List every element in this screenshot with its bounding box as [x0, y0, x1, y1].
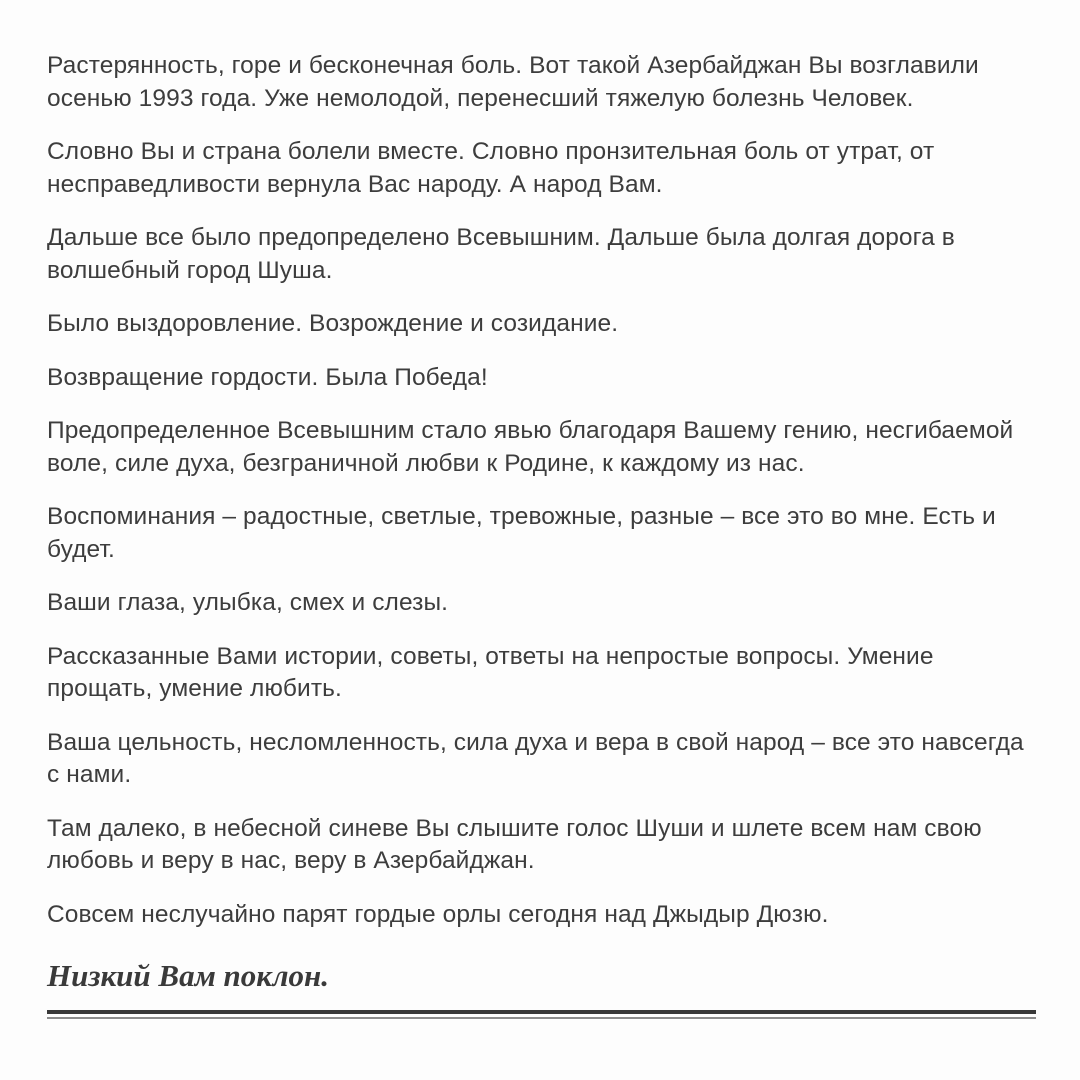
paragraph: Там далеко, в небесной синеве Вы слышите голос Шуши и шлете всем нам свою любовь и веру в нас, веру в Азербайджан. [47, 814, 982, 874]
paragraph: Ваши глаза, улыбка, смех и слезы. [47, 589, 449, 616]
signature-text: Низкий Вам поклон. [47, 958, 329, 993]
paragraph: Воспоминания – радостные, светлые, тревожные, разные – все это во мне. Есть и будет. [47, 503, 996, 563]
document-body [47, 50, 1036, 931]
paragraph: Было выздоровление. Возрождение и созидание. [47, 310, 619, 337]
paragraph: Рассказанные Вами истории, советы, ответы на непростые вопросы. Умение прощать, умение любить. [47, 642, 934, 702]
paragraph: Словно Вы и страна болели вместе. Словно пронзительная боль от утрат, от несправедливости вернула Вас народу. А народ Вам. [47, 138, 935, 198]
paragraph: Возвращение гордости. Была Победа! [47, 363, 488, 391]
paragraph: Совсем неслучайно парят гордые орлы сегодня над Джыдыр Дюзю. [47, 900, 829, 928]
paragraph: Предопределенное Всевышним стало явью благодаря Вашему гению, несгибаемой воле, силе духа, безграничной любви к Родине, к каждому из нас. [47, 417, 1014, 477]
paragraph: Растерянность, горе и бесконечная боль. Вот такой Азербайджан Вы возглавили осенью 1993 года. Уже немолодой, перенесший тяжелую болезнь Человек. [47, 52, 979, 112]
double-rule-divider [47, 1010, 1036, 1019]
paragraph: Ваша цельность, несломленность, сила духа и вера в свой народ – все это навсегда с нами. [47, 728, 1024, 788]
paragraph: Дальше все было предопределено Всевышним. Дальше была долгая дорога в волшебный город Шуша. [47, 224, 955, 284]
